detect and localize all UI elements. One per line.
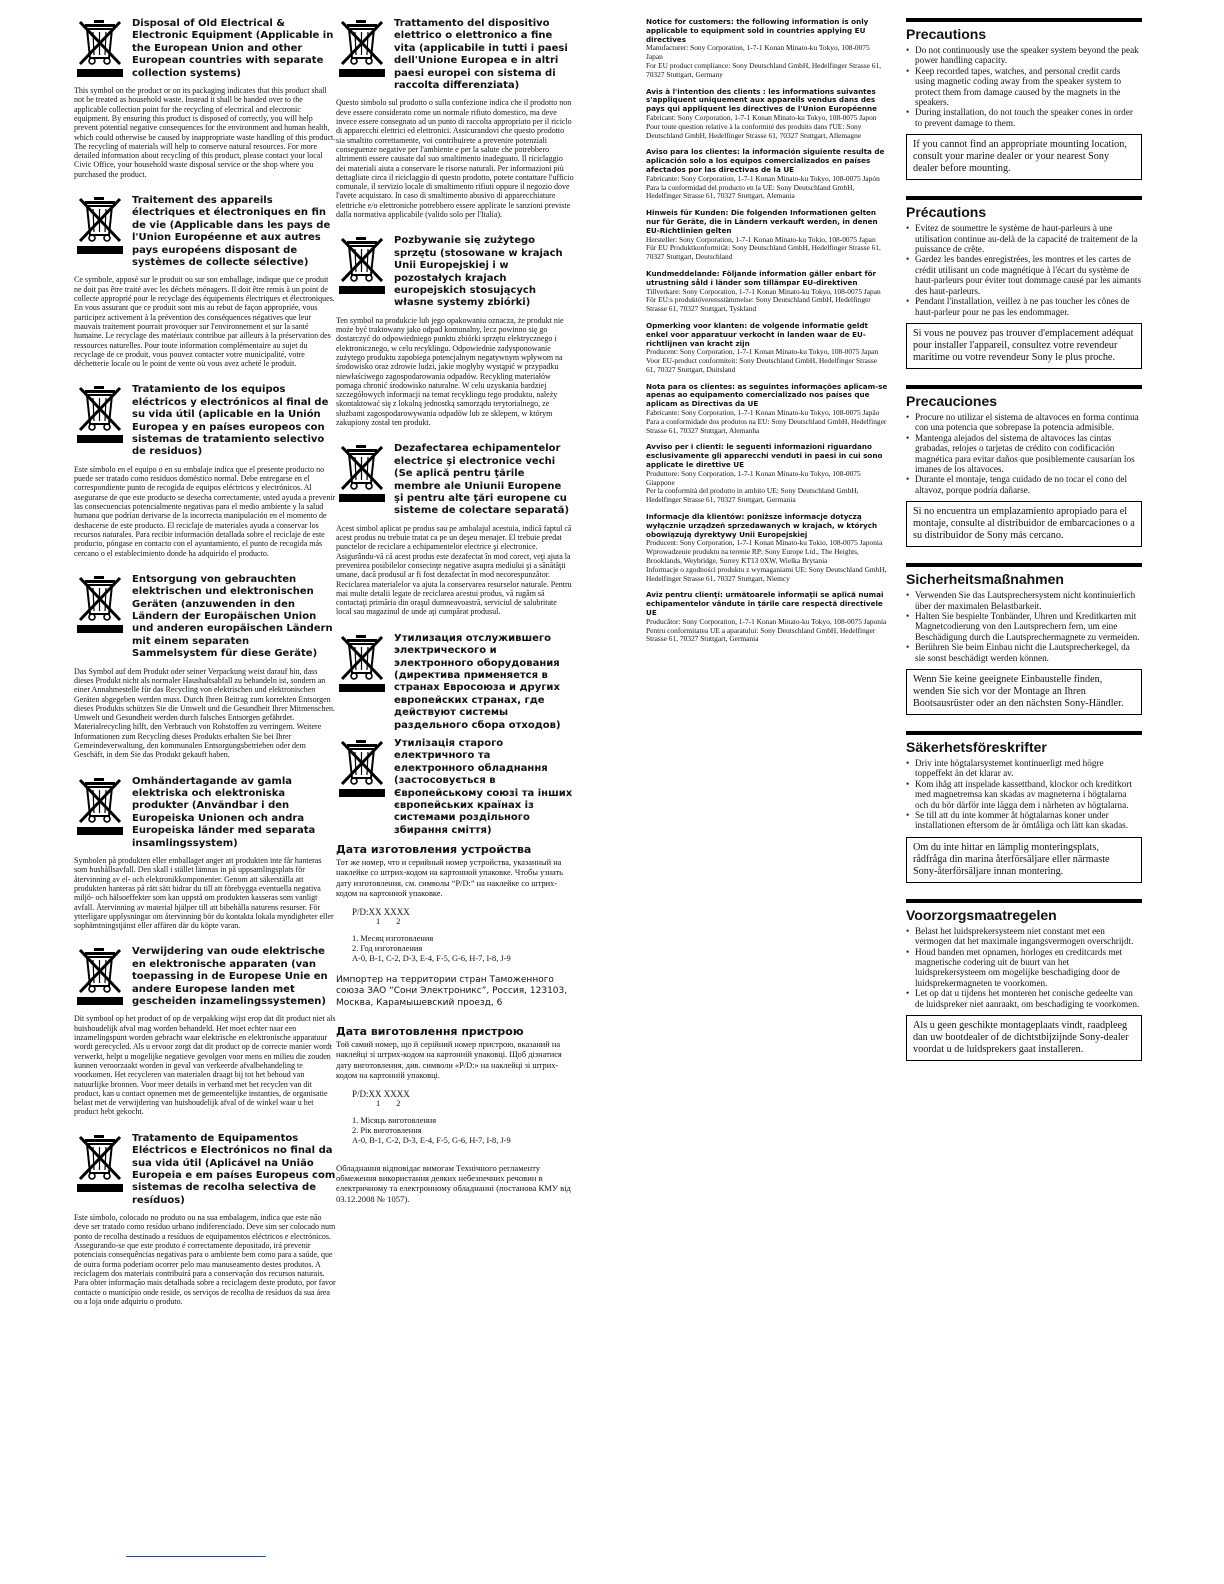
list-item: 1. Месяц изготовления	[352, 934, 434, 944]
notice-body: Manufacturer: Sony Corporation, 1-7-1 Konan Minato-ku Tokyo, 108-0075 Japan For EU product compliance: Sony Deutschland GmbH, Hedelfinger Strasse 61, 70327 Stuttgart, Germany	[646, 43, 882, 79]
ua-date-section	[336, 1025, 574, 1204]
weee-title: Verwijdering van oude elektrische en elektronische apparaten (van toepassing in de Europese Unie en andere Europese landen met gescheiden inzamelingssystemen)	[132, 946, 328, 1008]
mounting-advice-box: Wenn Sie keine geeignete Einbaustelle finden, wenden Sie sich vor der Montage an Ihren Bootsausrüster oder an den nächsten Sony-Händler.	[906, 669, 1142, 715]
section-heading: Precautions	[906, 18, 1142, 42]
notice-heading: Notice for customers: the following information is only applicable to equipment sold in countries applying EU directives	[646, 17, 869, 44]
precaution-section	[906, 18, 1142, 180]
date-code-list	[352, 934, 574, 965]
notice-heading: Informacje dla klientów: poniższe informacje dotyczą wyłącznie urządzeń sprzedawanych w krajach, w których obowiązują dyrektywy Unii Europejskiej	[646, 512, 878, 539]
notice-body: Producent: Sony Corporation, 1-7-1 Konan Minato-ku Tokio, 108-0075 Japonia Wprowadzenie produktu na terenie RP: Sony Europe Ltd., The Heights, Brooklands, Weybridge, Surrey KT13 0XW, Wielka Brytania Informacje o zgodności produktu z wymaganiami UE: Sony Deutschland GmbH, Hedelfinger Strasse 61, 70327 Stuttgart, Niemcy	[646, 538, 887, 583]
weee-bin-icon	[336, 633, 388, 693]
weee-ro	[336, 443, 574, 517]
section-heading: Дата виготовлення пристрою	[336, 1025, 524, 1039]
weee-title: Утилізація старого електричного та електронного обладнання (застосовується в Європейському союзі та інших європейських країнах із системами роздільного збирання сміття)	[394, 737, 573, 836]
section-heading: Дата изготовления устройства	[336, 843, 532, 857]
customer-notices	[646, 18, 888, 644]
notice-body: Produttore: Sony Corporation, 1-7-1 Konan Minato-ku Tokyo, 108-0075 Giappone Per la conformità del prodotto in ambito UE: Sony Deutschland GmbH, Hedelfinger Strasse 61, 70327 Stuttgart, Germania	[646, 468, 861, 505]
customer-notice	[646, 591, 888, 644]
weee-pl	[336, 235, 574, 309]
list-item: • Procure no utilizar el sistema de altavoces en forma continua con una potencia que sobrepase la potencia admisible.	[906, 412, 1142, 433]
weee-nl	[74, 946, 336, 1008]
notice-heading: Hinweis für Kunden: Die folgenden Informationen gelten nur für Geräte, die in Ländern verkauft werden, in denen EU-Richtlinien gelten	[646, 208, 878, 235]
notice-body: Fabricante: Sony Corporation, 1-7-1 Konan Minato-ku Tokyo, 108-0075 Japón Para la conformidad del producto en la UE: Sony Deutschland GmbH, Hedelfinger Strasse 61, 70327 Stuttgart, Alemania	[646, 173, 880, 201]
precaution-list	[906, 926, 1142, 1009]
weee-body: Este símbolo en el equipo o en su embalaje indica que el presente producto no puede ser tratado como residuos doméstico normal. Debe entregarse en el correspondiente punto de recogida de equipos eléctricos y electrónicos. Al asegurarse de que este producto se desecha correctamente, usted ayuda a prevenir las consecuencias potencialmente negativas para el medio ambiente y la salud humana que podrían derivarse de la incorrecta manipulación en el momento de deshacerse de este producto. El reciclaje de materiales ayuda a conservar los recursos naturales. Para recibir información detallada sobre el reciclaje de este producto, póngase en contacto con el ayuntamiento, el punto de recogida más cercano o el establecimiento donde ha adquirido el producto.	[74, 464, 336, 558]
section-heading: Precauciones	[906, 385, 1142, 409]
signature-line	[126, 1556, 266, 1557]
notice-body: Fabricante: Sony Corporation, 1-7-1 Konan Minato-ku Tokyo, 108-0075 Japão Para a conformidade dos produtos na EU: Sony Deutschland GmbH, Hedelfinger Strasse 61, 70327 Stuttgart, Alemanha	[646, 408, 887, 435]
weee-body: Symbolen på produkten eller emballaget anger att produkten inte får hanteras som hushållsavfall. Den skall i stället lämnas in på uppsamlingsplats för återvinning av el- och elektronikkomponenter. Genom att säkerställa att produkten hanteras på rätt sätt bidrar du till att förebygga eventuella negativa miljö- och hälsoeffekter som kan uppstå om produkten kasseras som vanligt avfall. Återvinning av material hjälper till att bibehålla naturens resurser. För ytterligare upplysningar om återvinning bör du kontakta lokala myndigheter eller sophämtningstjänst eller affären där du köpte varan.	[74, 856, 334, 931]
list-item: • Gardez les bandes enregistrées, les montres et les cartes de crédit utilisant un code magnétique à l'écart du système de haut-parleurs pour éviter tout dommage causé par les aimants des haut-parleurs.	[906, 254, 1142, 296]
list-item: • During installation, do not touch the speaker cones in order to prevent damage to them.	[906, 107, 1142, 128]
precaution-section	[906, 196, 1142, 369]
section-heading: Précautions	[906, 196, 1142, 220]
customer-notice	[646, 270, 888, 314]
weee-body: Questo simbolo sul prodotto o sulla confezione indica che il prodotto non deve essere considerato come un normale rifiuto domestico, ma deve invece essere consegnato ad un punto di raccolta appropriato per il riciclo di apparecchi elettrici ed elettronici. Assicurandovi che questo prodotto sia smaltito correttamente, voi contribuirete a prevenire potenziali conseguenze negative per l'ambiente e per la salute che potrebbero altrimenti essere causate dal suo smaltimento inadeguato. Il riciclaggio dei materiali aiuta a conservare le risorse naturali. Per informazioni più dettagliate circa il riciclaggio di questo prodotto, potete contattare l'ufficio comunale, il servizio locale di smaltimento rifiuti oppure il negozio dove l'avete acquistato. In caso di smaltimento abusivo di apparecchiature elettriche e/o elettroniche potrebbero essere applicate le sanzioni previste dalla normativa applicabile (valido solo per l'Italia).	[336, 98, 574, 219]
weee-ru	[336, 633, 574, 732]
pd-numbers: 1 2	[376, 917, 401, 927]
precaution-list	[906, 758, 1142, 831]
weee-title: Traitement des appareils électriques et électroniques en fin de vie (Applicable dans les pays de l'Union Européenne et aux autres pays européens disposant de systèmes de collecte sélective)	[132, 195, 331, 269]
weee-title: Утилизация отслужившего электрического и электронного оборудования (директива применяется в странах Евросоюза и других европейских странах, где действуют системы раздельного сбора отходов)	[394, 632, 561, 731]
notice-heading: Aviso para los clientes: la información siguiente resulta de aplicación solo a los equipos comercializados en países afectados por las directivas de la UE	[646, 147, 885, 174]
list-item: • Houd banden met opnamen, horloges en creditcards met magnetische codering uit de buurt van het luidsprekersysteem om mogelijke beschadiging door de luidsprekermagneten te voorkomen.	[906, 947, 1142, 989]
list-item: • Keep recorded tapes, watches, and personal credit cards using magnetic coding away from the speaker system to protect them from damage caused by the magnets in the speakers.	[906, 66, 1142, 108]
customer-notice	[646, 209, 888, 262]
precaution-list	[906, 223, 1142, 317]
weee-bin-icon	[74, 384, 126, 444]
notice-body: Producent: Sony Corporation, 1-7-1 Konan Minato-ku Tokyo, 108-0075 Japan Voor EU-product conformiteit: Sony Deutschland GmbH, Hedelfinger Strasse 61, 70327 Stuttgart, Duitsland	[646, 347, 879, 374]
weee-body: Dit symbool op het product of op de verpakking wijst erop dat dit product niet als huishoudelijk afval mag worden behandeld. Het moet echter naar een inzamelingspunt worden gebracht waar elektrische en elektronische apparatuur wordt gerecycled. Als u ervoor zorgt dat dit product op de correcte manier wordt verwerkt, helpt u mogelijke negatieve gevolgen voor mens en milieu die zouden kunnen veroorzaakt worden in geval van verkeerde afvalbehandeling te voorkomen. Het recycleren van materialen draagt bij tot het behoud van natuurlijke bronnen. Voor meer details in verband met het recyclen van dit product, kan u contact opnemen met de gemeentelijke instanties, de organisatie belast met de verwijdering van huishoudelijk afval of de winkel waar u het product hebt gekocht.	[74, 1014, 336, 1117]
weee-body: Ce symbole, apposé sur le produit ou sur son emballage, indique que ce produit ne doit pas être traité avec les déchets ménagers. Il doit être remis à un point de collecte approprié pour le recyclage des équipements électriques et électroniques. En vous assurant que ce produit sont mis au rebut de façon appropriée, vous participez activement à la prévention des conséquences négatives que leur mauvais traitement pourrait provoquer sur l'environnement et sur la santé humaine. Le recyclage des matériaux contribue par ailleurs à la préservation des ressources naturelles. Pour toute information complémentaire au sujet du recyclage de ce produit, vous pouvez contacter votre municipalité, votre déchetterie locale ou le point de vente où vous avez acheté le produit.	[74, 275, 335, 369]
customer-notice	[646, 148, 888, 201]
weee-bin-icon	[336, 738, 388, 798]
weee-en	[74, 18, 336, 80]
customer-notice	[646, 18, 888, 80]
precaution-list	[906, 590, 1142, 663]
list-item: 2. Рік виготовлення	[352, 1126, 422, 1136]
weee-title: Tratamento de Equipamentos Eléctricos e Electrónicos no final da sua vida útil (Aplicável na União Europeia e em países Europeus com sistemas de recolha selectiva de resíduos)	[132, 1132, 336, 1206]
weee-body: This symbol on the product or on its packaging indicates that this product shall not be treated as household waste. Instead it shall be handed over to the applicable collection point for the recycling of electrical and electronic equipment. By ensuring this product is disposed of correctly, you will help prevent potential negative consequences for the environment and human health, which could otherwise be caused by inappropriate waste handling of this product. The recycling of materials will help to conserve natural resources. For more detailed information about recycling of this product, please contact your local Civic Office, your household waste disposal service or the shop where you purchased the product.	[74, 86, 336, 179]
weee-title: Dezafectarea echipamentelor electrice şi electronice vechi (Se aplică pentru ţările membre ale Uniunii Europene şi pentru alte ţări europene cu sisteme de colectare separată)	[394, 443, 570, 517]
precaution-section	[906, 731, 1142, 883]
notice-body: Tillverkare: Sony Corporation, 1-7-1 Konan Minato-ku Tokyo, 108-0075 Japan För EU:s produktöverensstämmelse: Sony Deutschland GmbH, Hedelfinger Strasse 61, 70327 Stuttgart, Tyskland	[646, 286, 881, 314]
precaution-list	[906, 412, 1142, 495]
weee-title: Trattamento del dispositivo elettrico o elettronico a fine vita (applicabile in tutti i paesi dell'Unione Europea e in altri paesi europei con sistema di raccolta differenziata)	[394, 18, 568, 92]
precautions-sections	[906, 18, 1142, 1061]
mounting-advice-box: Si no encuentra un emplazamiento apropiado para el montaje, consulte al distribuidor de embarcaciones o a su distribuidor de Sony más cercano.	[906, 501, 1142, 547]
list-item: • Driv inte högtalarsystemet kontinuerligt med högre toppeffekt än det klarar av.	[906, 758, 1142, 779]
notice-body: Hersteller: Sony Corporation, 1-7-1 Konan Minato-ku Tokio, 108-0075 Japan Für EU Produktkonformität: Sony Deutschland GmbH, Hedelfinger Strasse 61, 70327 Stuttgart, Deutschland	[646, 234, 881, 262]
weee-body: Acest simbol aplicat pe produs sau pe ambalajul acestuia, indică faptul că acest produs nu trebuie tratat ca pe un deşeu menajer. El trebuie predat punctelor de reciclare a echipamentelor electrice şi electronice. Asigurându-vă că acest produs este dezafectat în mod corect, veţi ajuta la prevenirea posibilelor consecinţe negative asupra mediului şi a sănătăţii umane, dacă produsul ar fi fost dezafectat în mod necorespunzător. Reciclarea materialelor va ajuta la conservarea resurselor naturale. Pentru mai multe detalii legate de reciclarea acestui produs, vă rugăm să contactaţi primăria din oraşul dumneavoastră, serviciul de salubritate local sau magazinul de unde aţi cumpărat produsul.	[336, 523, 572, 617]
weee-es	[74, 384, 336, 458]
list-item: 1. Місяць виготовлення	[352, 1115, 437, 1125]
weee-de	[74, 574, 336, 661]
customer-notice	[646, 322, 888, 375]
notice-heading: Aviz pentru clienţi: următoarele informaţii se aplică numai echipamentelor vândute în ţările care respectă directivele UE	[646, 590, 884, 618]
column-1	[74, 18, 336, 1322]
list-item: • Do not continuously use the speaker system beyond the peak power handling capacity.	[906, 45, 1142, 66]
list-item: 2. Год изготовления	[352, 944, 423, 954]
notice-heading: Avviso per i clienti: le seguenti informazioni riguardano esclusivamente gli apparecchi venduti in paesi in cui sono applicate le direttive UE	[646, 442, 883, 470]
weee-bin-icon	[74, 574, 126, 634]
weee-bin-icon	[336, 18, 388, 78]
section-heading: Säkerhetsföreskrifter	[906, 731, 1142, 755]
weee-it	[336, 18, 574, 92]
list-item: • Pendant l'installation, veillez à ne pas toucher les cônes de haut-parleur pour ne pas les endommager.	[906, 296, 1142, 317]
list-item: • Berühren Sie beim Einbau nicht die Lautsprecherkegel, da sie sonst beschädigt werden können.	[906, 642, 1142, 663]
weee-bin-icon	[74, 776, 126, 836]
column-3	[646, 18, 888, 652]
pd-label: P/D:XX XXXX	[352, 1088, 410, 1099]
weee-body: Ten symbol na produkcie lub jego opakowaniu oznacza, że produkt nie może być traktowany jako odpad komunalny, lecz powinno się go dostarczyć do odpowiedniego punktu zbiórki sprzętu elektrycznego i elektronicznego, w celu recyklingu. Odpowiednie zadysponowanie zużytego produktu zapobiega potencjalnym negatywnym wpływom na środowisko oraz zdrowie ludzi, jakie mogłyby wystąpić w przypadku niewłaściwego zagospodarowania odpadów. Recykling materiałów pomaga chronić środowisko naturalne. W celu uzyskania bardziej szczegółowych informacji na temat recyklingu tego produktu, należy skontaktować się z lokalną jednostką samorządu terytorialnego, ze służbami zagospodarowywania odpadów lub ze sklepem, w którym zakupiony został ten produkt.	[336, 315, 564, 427]
pd-label: P/D:XX XXXX	[352, 907, 410, 918]
importer-note: Импортер на территории стран Таможенного союза ЗАО “Сони Электроникс”, Россия, 123103, Москва, Карамышевский проезд, 6	[336, 974, 568, 1008]
mounting-advice-box: Si vous ne pouvez pas trouver d'emplacement adéquat pour installer l'appareil, consultez votre revendeur maritime ou votre revendeur Sony le plus proche.	[906, 323, 1142, 369]
weee-title: Disposal of Old Electrical & Electronic Equipment (Applicable in the European Union and other European countries with separate collection systems)	[132, 18, 334, 79]
weee-bin-icon	[74, 946, 126, 1006]
mounting-advice-box: Om du inte hittar en lämplig monteringsplats, rådfråga din marina återförsäljare eller närmaste Sony-återförsäljare innan montering.	[906, 837, 1142, 883]
weee-bin-icon	[74, 1133, 126, 1193]
list-item: • Mantenga alejados del sistema de altavoces las cintas grabadas, relojes o tarjetas de crédito con codificación magnética para evitar daños que posiblemente causarían los imanes de los altavoces.	[906, 433, 1142, 475]
list-item: • Durante el montaje, tenga cuidado de no tocar el cono del altavoz, porque podría dañarse.	[906, 474, 1142, 495]
precaution-section	[906, 385, 1142, 547]
notice-heading: Opmerking voor klanten: de volgende informatie geldt enkel voor apparatuur verkocht in landen waar de EU-richtlijnen van kracht zijn	[646, 320, 868, 348]
weee-body: Este símbolo, colocado no produto ou na sua embalagem, indica que este não deve ser tratado como resíduo urbano indiferenciado. Deve sim ser colocado num ponto de recolha destinado a resíduos de equipamentos eléctricos e electrónicos. Assegurando-se que este produto é correctamente depositado, irá prevenir potenciais consequências negativas para o ambiente bem como para a saúde, que de outra forma poderiam ocorrer pelo mau manuseamento destes produtos. A reciclagem dos materiais contribuirá para a conservação dos recursos naturais. Para obter informação mais detalhada sobre a reciclagem deste produto, por favor contacte o município onde reside, os serviços de recolha de resíduos da sua área ou a loja onde adquiriu o produto.	[74, 1213, 336, 1306]
notice-body: Producător: Sony Corporation, 1-7-1 Konan Minato-ku Tokyo, 108-0075 Japonia Pentru conformitatea UE a aparatului: Sony Deutschland GmbH, Hedelfinger Strasse 61, 70327 Stuttgart, Germania	[646, 616, 887, 644]
weee-sv	[74, 776, 336, 850]
list-item: A-0, B-1, C-2, D-3, E-4, F-5, G-6, H-7, I-8, J-9	[352, 1136, 511, 1146]
customer-notice	[646, 88, 888, 141]
notice-heading: Nota para os clientes: as seguintes informações aplicam-se apenas ao equipamento comercializado nos países que aplicam as Directivas da UE	[646, 381, 888, 409]
notice-heading: Avis à l'intention des clients : les informations suivantes s'appliquent uniquement aux appareils vendus dans des pays qui appliquent les directives de l'Union Européenne	[646, 86, 878, 114]
customer-notice	[646, 513, 888, 583]
section-body: Той самий номер, що й серійний номер пристрою, вказаний на наклейці зі штрих-кодом на картонній упаковці. Щоб дізнатися дату виготовлення, див. символи «P/D:» на наклейці зі штрих-кодом на картонній упаковці.	[336, 1040, 562, 1080]
section-heading: Sicherheitsmaßnahmen	[906, 563, 1142, 587]
date-code-list	[352, 1116, 574, 1147]
customer-notice	[646, 383, 888, 436]
weee-uk	[336, 738, 574, 837]
weee-pt	[74, 1133, 336, 1207]
weee-bin-icon	[336, 443, 388, 503]
precaution-section	[906, 899, 1142, 1061]
column-4	[906, 18, 1142, 1077]
list-item: • Evitez de soumettre le système de haut-parleurs à une utilisation continue au-delà de la capacité de traitement de la puissance de crête.	[906, 223, 1142, 254]
precaution-section	[906, 563, 1142, 715]
list-item: • Halten Sie bespielte Tonbänder, Uhren und Kreditkarten mit Magnetcodierung von den Lautsprechern fern, um eine Beschädigung durch die Lautsprechermagnete zu vermeiden.	[906, 611, 1142, 642]
list-item: • Belast het luidsprekersysteem niet constant met een vermogen dat het maximale ingangsvermogen overschrijdt.	[906, 926, 1142, 947]
precaution-list	[906, 45, 1142, 128]
weee-body: Das Symbol auf dem Produkt oder seiner Verpackung weist darauf hin, dass dieses Produkt nicht als normaler Haushaltsabfall zu behandeln ist, sondern an einer Annahmestelle für das Recycling von elektrischen und elektronischen Geräten abgegeben werden muss. Durch Ihren Beitrag zum korrekten Entsorgen dieses Produkts schützen Sie die Umwelt und die Gesundheit Ihrer Mitmenschen. Umwelt und Gesundheit werden durch falsches Entsorgen gefährdet. Materialrecycling hilft, den Verbrauch von Rohstoffen zu verringern. Weitere Informationen zum Recycling dieses Produkts erhalten Sie bei Ihrer Gemeindeverwaltung, den kommunalen Entsorgungsbetrieben oder dem Geschäft, in dem Sie das Produkt gekauft haben.	[74, 666, 336, 760]
list-item: • Kom ihåg att inspelade kassettband, klockor och kreditkort med magnetremsa kan skadas av magneterna i högtalarna och du bör därför inte lägga dem i närheten av högtalarna.	[906, 779, 1142, 810]
pd-numbers: 1 2	[376, 1098, 401, 1108]
weee-bin-icon	[74, 195, 126, 255]
customer-notice	[646, 443, 888, 505]
compliance-note: Обладнання відповідає вимогам Технічного регламенту обмеження використання деяких небезпечних речовин в електричному та електронному обладнанні (постанова КМУ від 03.12.2008 № 1057).	[336, 1162, 571, 1204]
weee-title: Pozbywanie się zużytego sprzętu (stosowane w krajach Unii Europejskiej i w pozostałych krajach europejskich stosujących własne systemy zbiórki)	[394, 235, 563, 309]
list-item: • Se till att du inte kommer åt högtalarnas koner under installationen eftersom de är ömtåliga och lätt kan skadas.	[906, 810, 1142, 831]
weee-title: Omhändertagande av gamla elektriska och elektroniska produkter (Användbar i den Europeiska Unionen och andra Europeiska länder med separata insamlingssystem)	[132, 775, 316, 849]
list-item: • Verwenden Sie das Lautsprechersystem nicht kontinuierlich über der maximalen Belastbarkeit.	[906, 590, 1142, 611]
column-2	[336, 18, 574, 1204]
mounting-advice-box: If you cannot find an appropriate mounting location, consult your marine dealer or your nearest Sony dealer before mounting.	[906, 134, 1142, 180]
mounting-advice-box: Als u geen geschikte montageplaats vindt, raadpleeg dan uw bootdealer of de dichtstbijzijnde Sony-dealer voordat u de luidsprekers gaat installeren.	[906, 1015, 1142, 1061]
weee-title: Entsorgung von gebrauchten elektrischen und elektronischen Geräten (anzuwenden in den Ländern der Europäischen Union und anderen europäischen Ländern mit einem separaten Sammelsystem für diese Geräte)	[132, 573, 333, 660]
list-item: A-0, B-1, C-2, D-3, E-4, F-5, G-6, H-7, I-8, J-9	[352, 954, 511, 964]
weee-title: Tratamiento de los equipos eléctricos y electrónicos al final de su vida útil (aplicable en la Unión Europea y en países europeos con sistemas de tratamiento selectivo de residuos)	[132, 384, 329, 458]
section-heading: Voorzorgsmaatregelen	[906, 899, 1142, 923]
section-body: Тот же номер, что и серийный номер устройства, указанный на наклейке со штрих-кодом на картонной упаковке. Чтобы узнать дату изготовления, см. символы “P/D:” на наклейке со штрих-кодом на картонной упаковке.	[336, 858, 563, 898]
ru-date-section	[336, 843, 574, 1009]
notice-body: Fabricant: Sony Corporation, 1-7-1 Konan Minato-ku Tokyo, 108-0075 Japon Pour toute question relative à la conformité des produits dans l'UE: Sony Deutschland GmbH, Hedelfinger Strasse 61, 70327 Stuttgart, Allemagne	[646, 112, 877, 140]
weee-bin-icon	[74, 18, 126, 78]
list-item: • Let op dat u tijdens het monteren het conische gedeelte van de luidspreker niet aanraakt, om beschadiging te voorkomen.	[906, 988, 1142, 1009]
weee-fr	[74, 195, 336, 269]
weee-bin-icon	[336, 235, 388, 295]
notice-heading: Kundmeddelande: Följande information gäller enbart för utrustning såld i länder som tillämpar EU-direktiven	[646, 268, 877, 287]
